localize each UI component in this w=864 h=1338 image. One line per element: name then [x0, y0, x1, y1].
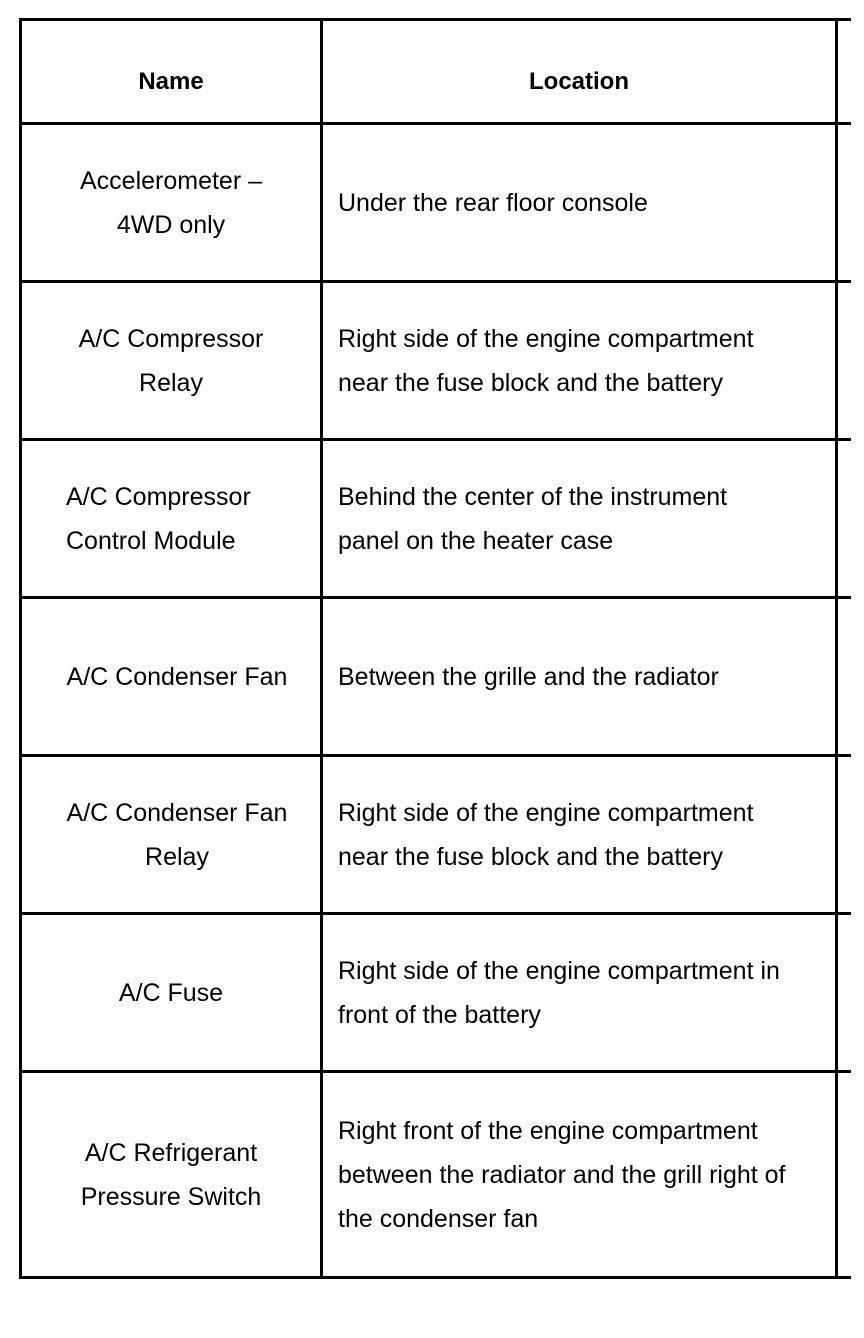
table-row — [21, 914, 851, 1072]
location-cell: Right front of the engine compartment between the radiator and the grill right of the condenser fan — [322, 1072, 837, 1278]
name-text: A/C Compressor Control Module — [66, 482, 251, 555]
name-cell — [21, 124, 322, 282]
name-text: A/C Condenser Fan — [66, 662, 288, 691]
table-row — [21, 440, 851, 598]
table-row — [21, 1072, 851, 1278]
edge-cell — [837, 1072, 851, 1278]
component-location-table-container — [19, 18, 849, 1279]
location-cell: Right side of the engine compartment near the fuse block and the battery — [322, 756, 837, 914]
location-cell: Between the grille and the radiator — [322, 598, 837, 756]
edge-cell — [837, 440, 851, 598]
table-row — [21, 282, 851, 440]
edge-cell — [837, 282, 851, 440]
location-cell: Right side of the engine compartment near the fuse block and the battery — [322, 282, 837, 440]
edge-cell — [837, 914, 851, 1072]
edge-cell — [837, 756, 851, 914]
component-location-table — [19, 18, 851, 1279]
table-row — [21, 124, 851, 282]
name-text: A/C Condenser Fan Relay — [66, 798, 288, 871]
location-cell: Behind the center of the instrument panel on the heater case — [322, 440, 837, 598]
column-header-edge — [837, 20, 851, 124]
name-text: A/C Refrigerant Pressure Switch — [80, 1138, 262, 1211]
name-cell — [21, 756, 322, 914]
column-header-name: Name — [21, 20, 322, 124]
column-header-location: Location — [322, 20, 837, 124]
table-header-row — [21, 20, 851, 124]
table-row — [21, 756, 851, 914]
edge-cell — [837, 598, 851, 756]
name-text: A/C Fuse — [118, 978, 224, 1007]
edge-cell — [837, 124, 851, 282]
table-row — [21, 598, 851, 756]
location-cell: Right side of the engine compartment in front of the battery — [322, 914, 837, 1072]
name-text: Accelerometer – 4WD only — [79, 166, 263, 239]
name-text: A/C Compressor Relay — [78, 324, 264, 397]
name-cell — [21, 440, 322, 598]
name-cell — [21, 282, 322, 440]
name-cell — [21, 598, 322, 756]
name-cell — [21, 914, 322, 1072]
name-cell — [21, 1072, 322, 1278]
location-cell: Under the rear floor console — [322, 124, 837, 282]
